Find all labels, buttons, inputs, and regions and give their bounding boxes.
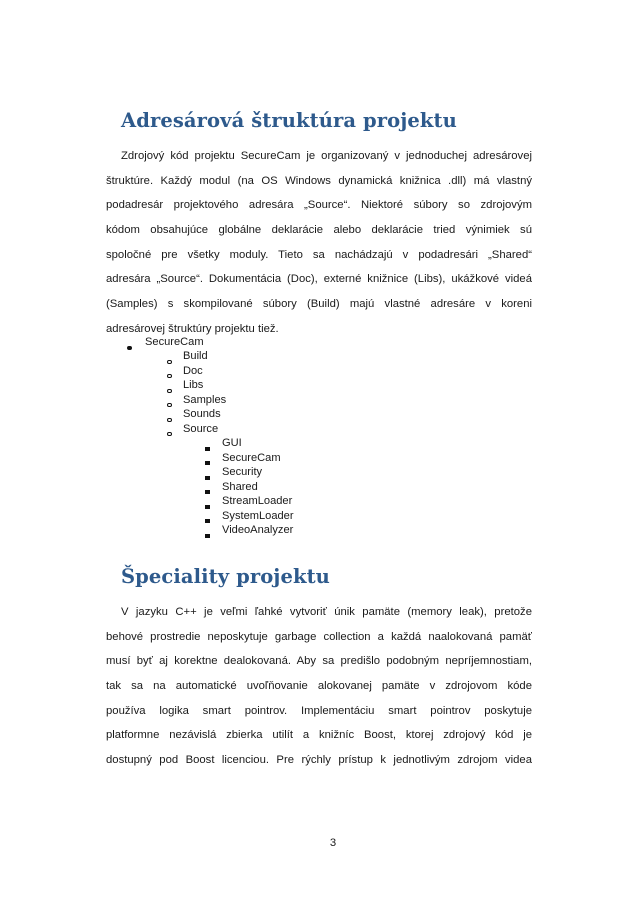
bullet-dot-icon — [127, 340, 132, 354]
tree-item-root: SecureCam — [145, 336, 204, 348]
tree-item-level2: SecureCam — [222, 451, 281, 464]
tree-item-level2: GUI — [222, 437, 242, 449]
tree-item-level2: StreamLoader — [222, 495, 293, 507]
bullet-circle-icon — [167, 368, 172, 382]
paragraph-line: dostupný pod Boost licenciou. Pre rýchly prístup k jednotlivým zdrojom videa — [106, 754, 532, 767]
bullet-square-icon — [205, 528, 210, 542]
bullet-circle-icon — [167, 412, 172, 426]
bullet-circle-icon — [167, 383, 172, 397]
page-number: 3 — [329, 837, 337, 849]
paragraph-line: Zdrojový kód projektu SecureCam je organizovaný v jednoduchej adresárovej — [121, 150, 532, 162]
paragraph-line: spoločné pre všetky moduly. Tieto sa nachádzajú v podadresári „Shared“ — [106, 248, 532, 261]
bullet-square-icon — [205, 499, 210, 513]
paragraph-line: platformne nezávislá zbierka utilít a knižníc Boost, ktorej zdrojový kód je — [106, 729, 532, 742]
bullet-square-icon — [205, 455, 210, 469]
bullet-circle-icon — [167, 354, 172, 368]
bullet-square-icon — [205, 441, 210, 455]
tree-item-level1: Sounds — [183, 408, 221, 420]
bullet-circle-icon — [167, 397, 172, 411]
paragraph-line: V jazyku C++ je veľmi ľahké vytvoriť únik pamäte (memory leak), pretože — [121, 606, 532, 618]
paragraph-line: tak sa na automatické uvoľňovanie alokovanej pamäte v zdrojovom kóde — [106, 680, 532, 693]
paragraph-line: musí byť aj korektne dealokovaná. Aby sa predišlo podobným nepríjemnostiam, — [106, 655, 532, 668]
paragraph-line: používa logika smart pointrov. Implementáciu smart pointrov poskytuje — [106, 704, 532, 717]
tree-item-level2: Security — [222, 466, 263, 478]
tree-item-level1: Build — [183, 350, 208, 362]
tree-item-level1: Libs — [183, 379, 204, 391]
tree-item-level1: Samples — [183, 393, 227, 406]
tree-item-level1: Source — [183, 422, 219, 435]
tree-item-level1: Doc — [183, 364, 203, 377]
bullet-square-icon — [205, 470, 210, 484]
tree-item-level2: Shared — [222, 480, 258, 493]
bullet-square-icon — [205, 513, 210, 527]
paragraph-directory-structure — [106, 144, 532, 342]
tree-item-level2: VideoAnalyzer — [222, 524, 294, 536]
tree-item-level2: SystemLoader — [222, 509, 294, 522]
paragraph-line: podadresár projektového adresára „Source“. Niektoré súbory so zdrojovým — [106, 199, 532, 212]
bullet-circle-icon — [167, 426, 172, 440]
paragraph-line: adresárovej štruktúry projektu tiež. — [106, 322, 279, 335]
section-heading-directory-structure: Adresárová štruktúra projektu — [121, 109, 457, 132]
paragraph-specialities — [106, 600, 532, 773]
bullet-square-icon — [205, 484, 210, 498]
paragraph-line: behové prostredie neposkytuje garbage collection a každá naalokovaná pamäť — [106, 630, 532, 643]
paragraph-line: kódom obsahujúce globálne deklarácie alebo deklarácie tried výnimiek sú — [106, 224, 532, 237]
paragraph-line: adresára „Source“. Dokumentácia (Doc), externé knižnice (Libs), ukážkové videá — [106, 273, 532, 286]
paragraph-line: štruktúre. Každý modul (na OS Windows dynamická knižnica .dll) má vlastný — [106, 174, 532, 187]
paragraph-line: (Samples) s skompilované súbory (Build) majú vlastné adresáre v koreni — [106, 298, 532, 311]
section-heading-specialities: Špeciality projektu — [121, 565, 330, 588]
